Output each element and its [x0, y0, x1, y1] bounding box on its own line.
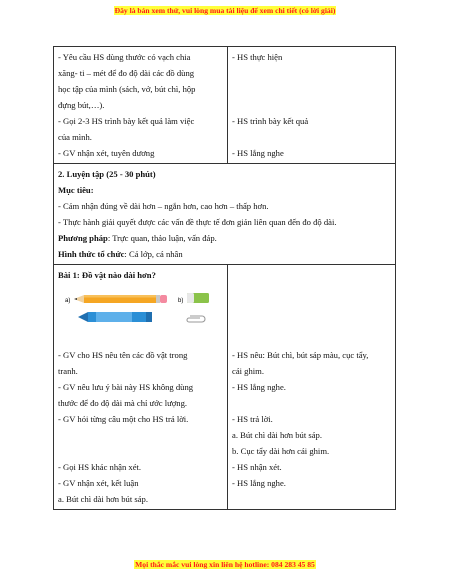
teacher-line: - GV nêu lưu ý bài này HS không dùng: [58, 382, 194, 392]
eraser-icon: [187, 293, 209, 303]
teacher-line: thước để đo độ dài mà chỉ ước lượng.: [58, 398, 188, 408]
label-b: b): [178, 298, 184, 304]
method-text: : Trực quan, thảo luận, vấn đáp.: [107, 233, 217, 243]
objective-item: - Thực hành giải quyết được các vấn đề thực tế đơn giản liên quan đến đo độ dài.: [58, 217, 337, 227]
teacher-line: - Gọi HS khác nhận xét.: [58, 462, 142, 472]
activity-row: [54, 47, 395, 163]
student-line: a. Bút chì dài hơn bút sáp.: [232, 430, 322, 440]
exercise-title: Bài 1: Đồ vật nào dài hơn?: [58, 270, 156, 280]
section-title: 2. Luyện tập (25 - 30 phút): [58, 169, 156, 179]
teacher-line: đựng bút,…).: [58, 100, 105, 110]
teacher-line: a. Bút chì dài hơn bút sáp.: [58, 494, 148, 504]
teacher-line: tranh.: [58, 366, 78, 376]
student-line: cái ghim.: [232, 366, 264, 376]
student-line: - HS trình bày kết quả: [232, 116, 309, 126]
footer-banner-text: Mọi thắc mắc vui lòng xin liên hệ hotline: 084 283 45 85: [135, 560, 315, 569]
student-line: - HS lắng nghe: [232, 148, 284, 158]
form-label: Hình thức tổ chức: [58, 249, 125, 259]
header-banner-text: Đây là bản xem thử, vui lòng mua tài liệu để xem chi tiết (có lời giải): [114, 6, 336, 15]
objective-item: - Cảm nhận đúng về dài hơn – ngắn hơn, cao hơn – thấp hơn.: [58, 201, 269, 211]
student-line: b. Cục tẩy dài hơn cái ghim.: [232, 446, 330, 456]
student-line: - HS lắng nghe.: [232, 478, 286, 488]
teacher-line: xăng- ti – mét để đo độ dài các đồ dùng: [58, 68, 195, 78]
student-line: - HS thực hiện: [232, 52, 283, 62]
practice-section-row: [54, 163, 395, 264]
objective-label: Mục tiêu:: [58, 185, 94, 195]
method-line: [58, 230, 391, 246]
student-line: - HS nêu: Bút chì, bút sáp màu, cục tẩy,: [232, 350, 369, 360]
header-banner: [0, 6, 450, 16]
teacher-column: [54, 265, 228, 509]
practice-section: [54, 164, 395, 264]
teacher-line: - Yêu cầu HS dùng thước có vạch chia: [58, 52, 191, 62]
teacher-line: học tập của mình (sách, vở, bút chì, hộp: [58, 84, 196, 94]
teacher-line: - Gọi 2-3 HS trình bày kết quả làm việc: [58, 116, 195, 126]
teacher-line: - GV cho HS nêu tên các đồ vật trong: [58, 350, 188, 360]
teacher-line: - GV nhận xét, tuyên dương: [58, 148, 155, 158]
exercise-row: [54, 264, 395, 509]
method-label: Phương pháp: [58, 233, 108, 243]
crayon-icon: [78, 312, 152, 322]
teacher-line: - GV nhận xét, kết luận: [58, 478, 139, 488]
paperclip-icon: [187, 316, 205, 322]
teacher-line: - GV hỏi từng câu một cho HS trả lời.: [58, 414, 189, 424]
student-column: [228, 47, 395, 163]
teacher-line: của mình.: [58, 132, 92, 142]
label-a: a): [65, 298, 71, 304]
exercise-illustration: [58, 287, 223, 327]
student-column: [228, 265, 395, 509]
form-text: : Cả lớp, cá nhân: [124, 249, 183, 259]
teacher-column: [54, 47, 228, 163]
student-line: - HS nhận xét.: [232, 462, 282, 472]
lesson-table: [53, 46, 396, 510]
footer-banner: [0, 560, 450, 570]
student-line: - HS lắng nghe.: [232, 382, 286, 392]
form-line: [58, 246, 391, 262]
pencil-icon: [74, 295, 167, 303]
objects-illustration: [58, 287, 224, 327]
student-line: - HS trả lời.: [232, 414, 273, 424]
